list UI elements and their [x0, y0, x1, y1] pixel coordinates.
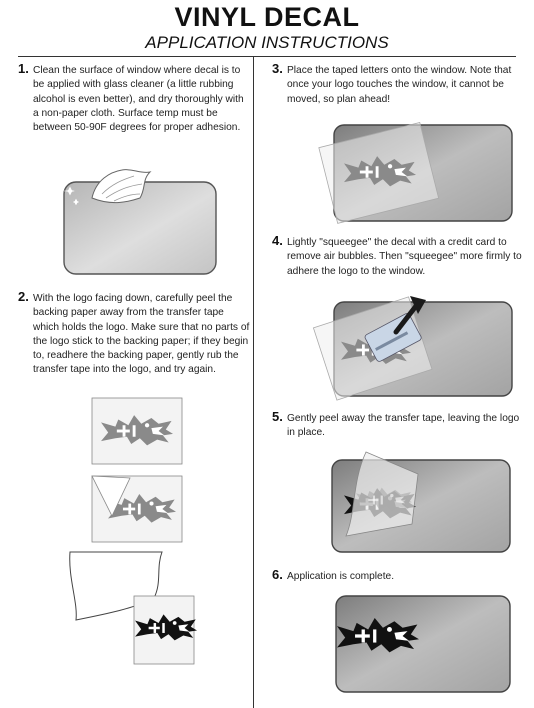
backing-paper-peel-illustration: [66, 398, 196, 668]
step-2-text: With the logo facing down, carefully peel the backing paper away from the transfer tape which holds the logo. Make sure that no parts of the logo stick to the backing paper; if they begin to, readhere the backing paper, gently rub the transfer tape into the logo, and try again.: [33, 293, 250, 376]
page-subtitle: APPLICATION INSTRUCTIONS: [145, 33, 389, 52]
step-6-number: 6.: [272, 567, 283, 582]
step-4-text: Lightly "squeegee" the decal with a credit card to remove air bubbles. Then "squeegee" more firmly to adhere the logo to the window.: [287, 237, 522, 277]
place-decal-illustration: [318, 120, 518, 225]
step-5: [272, 409, 524, 441]
step-2: [18, 289, 250, 378]
page-title: VINYL DECAL: [174, 2, 360, 32]
step-6: [272, 567, 524, 584]
step-4-number: 4.: [272, 233, 283, 248]
step-5-text: Gently peel away the transfer tape, leaving the logo in place.: [287, 413, 520, 439]
window-cleaning-illustration: [62, 168, 222, 278]
completed-decal-illustration: [332, 592, 514, 696]
step-2-number: 2.: [18, 289, 29, 304]
step-1-number: 1.: [18, 61, 29, 76]
squeegee-illustration: [318, 296, 518, 401]
header-divider: [18, 56, 516, 57]
step-1-text: Clean the surface of window where decal is to be applied with glass cleaner (a little rubbing alcohol is even better), and dry thoroughly with a non-paper cloth. Surface temp must be between 50-90F degrees for proper adhesion.: [33, 65, 244, 134]
peel-transfer-tape-illustration: [326, 452, 516, 554]
column-divider: [253, 57, 254, 708]
step-4: [272, 233, 524, 279]
step-5-number: 5.: [272, 409, 283, 424]
step-6-text: Application is complete.: [287, 571, 395, 582]
step-1: [18, 61, 250, 135]
step-3-number: 3.: [272, 61, 283, 76]
step-3: [272, 61, 524, 107]
step-3-text: Place the taped letters onto the window. Note that once your logo touches the window, it cannot be moved, so plan ahead!: [287, 65, 512, 105]
